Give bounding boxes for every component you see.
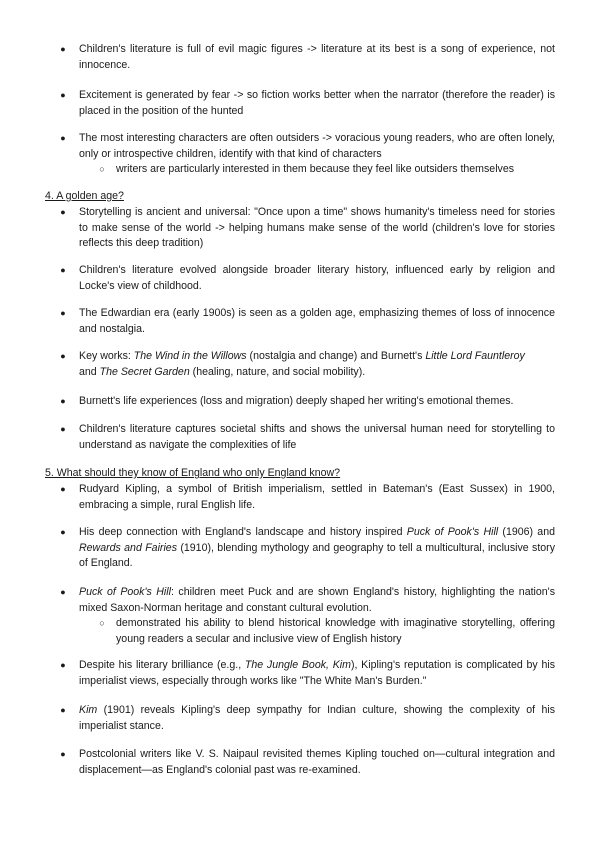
list-item-text [79, 585, 555, 616]
list-item [0, 658, 600, 689]
text-run: His deep connection with England's landscape and history inspired [79, 526, 407, 538]
list-item [0, 42, 600, 73]
list-item-text: Excitement is generated by fear -> so fiction works better when the narrator (therefore the reader) is placed in the position of the hunted [79, 89, 555, 117]
list-item-text: The Edwardian era (early 1900s) is seen as a golden age, emphasizing themes of loss of innocence and nostalgia. [79, 307, 555, 335]
text-run: (1901) reveals Kipling's deep sympathy for Indian culture, showing the complexity of his imperialist stance. [79, 704, 555, 732]
list-item-text [79, 658, 555, 689]
text-run: (healing, nature, and social mobility). [189, 365, 366, 378]
list-item-text [79, 349, 555, 380]
bullet-icon: ● [60, 396, 66, 406]
section5-item-3 [0, 585, 600, 647]
list-item-text: The most interesting characters are often outsiders -> voracious young readers, who are often lonely, only or introspective children, identify with that kind of characters [79, 132, 555, 160]
section4-item-2 [0, 263, 600, 294]
section4-item-6 [0, 422, 600, 453]
bullet-icon: ● [60, 527, 66, 537]
list-item-text [79, 525, 555, 572]
list-item [0, 482, 600, 513]
list-item-text [79, 703, 555, 734]
list-item [0, 585, 600, 616]
bullet-icon: ● [60, 90, 66, 100]
text-run: Despite his literary brilliance (e.g., [79, 659, 245, 671]
book-title: Puck of Pook's Hill [406, 526, 499, 538]
bullet-icon: ● [60, 351, 66, 361]
list-item-text: Storytelling is ancient and universal: "Once upon a time" shows humanity's timeless need for stories to make sense of the world -> helping humans make sense of the world (children's love for stories reflects this deep tradition) [79, 206, 555, 250]
text-run: (nostalgia and change) and Burnett's [246, 350, 426, 362]
book-title: The Wind in the Willows [133, 350, 247, 362]
section4-item-4 [0, 349, 600, 380]
text-run: and [79, 365, 100, 378]
list-item [0, 131, 600, 162]
list-item [0, 394, 600, 410]
list-item-text: Children's literature is full of evil magic figures -> literature at its best is a song of experience, not innocence. [79, 43, 555, 71]
text-run: (1910), blending mythology and geography to tell a multicultural, inclusive story of England. [79, 541, 555, 570]
section-heading-5: 5. What should they know of England who only England know? [45, 467, 341, 479]
hollow-bullet-icon: ○ [99, 164, 105, 175]
section5-item-5 [0, 703, 600, 734]
list-item [0, 205, 600, 252]
section5-item-6 [0, 747, 600, 778]
intro-section [0, 42, 600, 73]
section4-item-5 [0, 394, 600, 410]
bullet-icon: ● [60, 587, 66, 597]
sub-list-item [0, 616, 600, 647]
list-item-text: Rudyard Kipling, a symbol of British imperialism, settled in Bateman's (East Sussex) in 1900, embracing a simple, rural English life. [79, 483, 555, 511]
list-item [0, 306, 600, 337]
book-title: Rewards and Fairies [79, 541, 177, 554]
bullet-icon: ● [60, 705, 66, 715]
book-title: Little Lord Fauntleroy [425, 350, 525, 362]
list-item-text: Postcolonial writers like V. S. Naipaul revisited themes Kipling touched on—cultural integration and displacement—as England's colonial past was re-examined. [79, 748, 555, 776]
bullet-icon: ● [60, 133, 66, 143]
text-run: : children meet Puck and are shown England's history, highlighting the nation's mixed Saxon-Norman heritage and constant cultural evolution. [79, 586, 555, 614]
book-title: Kim [79, 704, 98, 716]
list-item [0, 747, 600, 778]
intro-section-2 [0, 88, 600, 119]
section5-item-1 [0, 482, 600, 513]
section4-item-3 [0, 306, 600, 337]
sub-list-item-text: writers are particularly interested in them because they feel like outsiders themselves [116, 163, 515, 176]
book-title: Puck of Pook's Hill [79, 586, 171, 598]
section5-item-2 [0, 525, 600, 572]
bullet-icon: ● [60, 44, 66, 54]
text-run: ), Kipling's reputation is complicated by his imperialist views, especially through works like "The White Man's Burden." [79, 659, 555, 687]
bullet-icon: ● [60, 749, 66, 759]
bullet-icon: ● [60, 424, 66, 434]
bullet-icon: ● [60, 207, 66, 217]
bullet-icon: ● [60, 308, 66, 318]
intro-section-3 [0, 131, 600, 178]
list-item-text: Children's literature captures societal shifts and shows the universal human need for storytelling to understand as navigate the complexities of life [79, 423, 555, 451]
bullet-icon: ● [60, 265, 66, 275]
book-title: The Secret Garden [99, 365, 190, 378]
list-item-text: Children's literature evolved alongside broader literary history, influenced early by religion and Locke's view of childhood. [79, 264, 555, 292]
text-run: Key works: [79, 350, 134, 362]
list-item-text: Burnett's life experiences (loss and migration) deeply shaped her writing's emotional themes. [79, 395, 514, 407]
bullet-icon: ● [60, 484, 66, 494]
list-item [0, 349, 600, 380]
list-item [0, 422, 600, 453]
bullet-icon: ● [60, 660, 66, 670]
list-item [0, 703, 600, 734]
sub-list-item [0, 162, 600, 178]
section-heading-4: 4. A golden age? [45, 190, 124, 202]
hollow-bullet-icon: ○ [99, 618, 105, 629]
sub-list-item-text: demonstrated his ability to blend historical knowledge with imaginative storytelling, offering young readers a secular and inclusive view of English history [116, 617, 555, 645]
list-item [0, 88, 600, 119]
list-item [0, 263, 600, 294]
text-run: (1906) and [498, 526, 555, 538]
book-title: The Jungle Book, Kim [244, 659, 351, 671]
list-item [0, 525, 600, 572]
section5-item-4 [0, 658, 600, 689]
section4-item-1 [0, 205, 600, 252]
